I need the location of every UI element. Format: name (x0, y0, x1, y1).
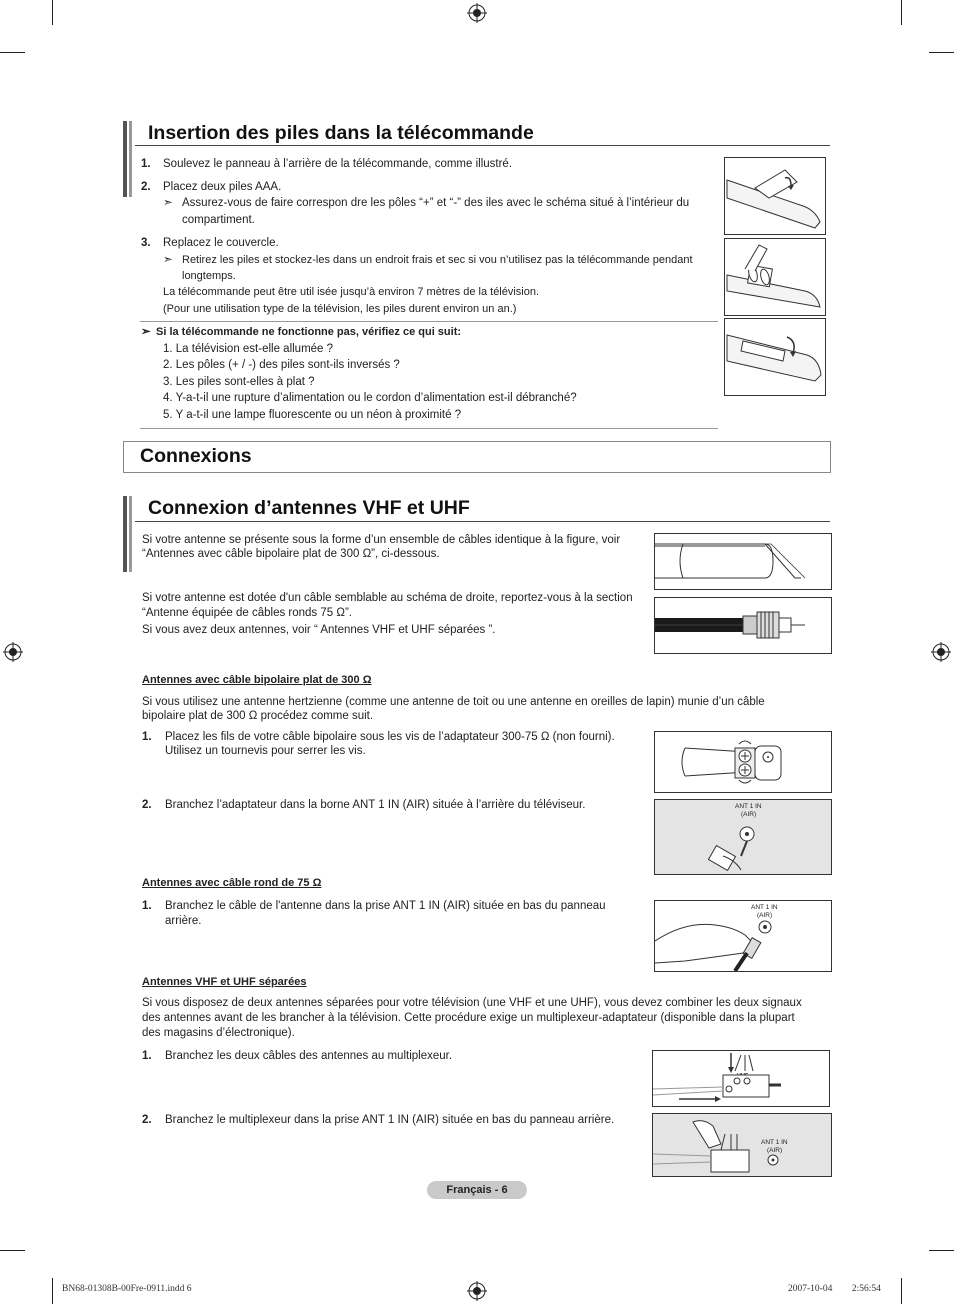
step-text: Branchez l’adaptateur dans la borne ANT 1 IN (AIR) située à l’arrière du téléviseur. (165, 799, 586, 811)
paragraph: “Antenne équipée de câbles ronds 75 Ω”. (142, 607, 352, 619)
step-number: 2. (142, 799, 152, 811)
subsection-title: Antennes VHF et UHF séparées (142, 976, 307, 988)
note-text: compartiment. (182, 214, 255, 226)
paragraph: (Pour une utilisation type de la télévision, les piles durent environ un an.) (163, 303, 517, 315)
registration-mark-icon (467, 3, 487, 23)
registration-mark-icon (467, 1281, 487, 1301)
step-text: Branchez le multiplexeur dans la prise ANT 1 IN (AIR) située en bas du panneau arrière. (165, 1114, 615, 1126)
crop-mark (0, 1250, 25, 1251)
step-text: arrière. (165, 915, 202, 927)
remote-close-illustration (724, 318, 826, 396)
step-text: Soulevez le panneau à l’arrière de la télécommande, comme illustré. (163, 158, 513, 170)
step-number: 1. (142, 731, 152, 743)
crop-mark (929, 52, 954, 53)
step-text: Placez les fils de votre câble bipolaire sous les vis de l’adaptateur 300-75 Ω (non fourni). (165, 731, 615, 743)
check-item: 3. Les piles sont-elles à plat ? (163, 376, 315, 388)
crop-mark (901, 0, 902, 25)
paragraph: Si vous utilisez une antenne hertzienne (comme une antenne de toit ou une antenne en oreilles de lapin) munie d’un câble (142, 696, 765, 708)
section-title: Connexion d’antennes VHF et UHF (148, 497, 470, 519)
section-title: Connexions (140, 445, 252, 467)
registration-mark-icon (931, 642, 951, 662)
step-number: 1. (141, 158, 151, 170)
crop-mark (901, 1278, 902, 1304)
crop-mark (52, 0, 53, 25)
crop-mark (0, 52, 25, 53)
check-item: 1. La télévision est-elle allumée ? (163, 343, 334, 355)
remote-batteries-illustration (724, 238, 826, 316)
step-number: 2. (141, 181, 151, 193)
ant-label: ANT 1 IN (735, 803, 762, 810)
note-text: Retirez les piles et stockez-les dans un endroit frais et sec si vou n’utilisez pas la télécommande pendant (182, 254, 693, 266)
paragraph: “Antennes avec câble bipolaire plat de 300 Ω”, ci-dessous. (142, 548, 440, 560)
step-text: Replacez le couvercle. (163, 237, 279, 249)
check-item: 5. Y a-t-il une lampe fluorescente ou un néon à proximité ? (163, 409, 462, 421)
divider (140, 321, 718, 322)
remote-open-illustration (724, 157, 826, 235)
flat-cable-illustration (654, 533, 832, 590)
check-title: Si la télécommande ne fonctionne pas, vérifiez ce qui suit: (156, 326, 462, 338)
check-item: 4. Y-a-t-il une rupture d’alimentation ou le cordon d’alimentation est-il débranché? (163, 392, 577, 404)
step-text: Placez deux piles AAA. (163, 181, 282, 193)
ant-label: (AIR) (767, 1147, 783, 1154)
ant-label: ANT 1 IN (761, 1139, 788, 1146)
step-number: 2. (142, 1114, 152, 1126)
round-cable-illustration (654, 597, 832, 654)
paragraph: des antennes avant de les brancher à la télévision. Cette procédure exige un multiplexeur-adaptateur (disponible dans la plupart (142, 1012, 795, 1024)
note-text: longtemps. (182, 270, 236, 282)
paragraph: Si vous avez deux antennes, voir “ Antennes VHF et UHF séparées ”. (142, 624, 496, 636)
crop-mark (929, 1250, 954, 1251)
page-number-badge: Français - 6 (427, 1181, 527, 1199)
step-number: 1. (142, 900, 152, 912)
paragraph: La télécommande peut être util isée jusqu’à environ 7 mètres de la télévision. (163, 286, 540, 298)
divider (140, 428, 718, 429)
adapter-illustration (654, 731, 832, 793)
ant-label: (AIR) (757, 912, 773, 919)
check-item: 2. Les pôles (+ / -) des piles sont-ils inversés ? (163, 359, 400, 371)
subsection-title: Antennes avec câble rond de 75 Ω (142, 877, 322, 889)
arrow-icon: ➣ (141, 326, 151, 338)
step-text: Branchez le câble de l'antenne dans la prise ANT 1 IN (AIR) située en bas du panneau (165, 900, 606, 912)
arrow-icon: ➣ (163, 197, 173, 209)
arrow-icon: ➣ (163, 254, 173, 266)
subsection-title: Antennes avec câble bipolaire plat de 300 Ω (142, 674, 372, 686)
multiplexer-illustration (652, 1050, 830, 1107)
section-box-title (123, 441, 831, 473)
paragraph: des magasins d’électronique). (142, 1027, 295, 1039)
step-number: 3. (141, 237, 151, 249)
section-title: Insertion des piles dans la télécommande (148, 122, 534, 144)
registration-mark-icon (3, 642, 23, 662)
date-slug: 2007-10-04 ￿￿ 2:56:54 (788, 1284, 881, 1294)
step-text: Branchez les deux câbles des antennes au multiplexeur. (165, 1050, 453, 1062)
note-text: Assurez-vous de faire correspon dre les pôles “+” et “-” des iles avec le schéma situé à l’intérieur du (182, 197, 690, 209)
step-text: Utilisez un tournevis pour serrer les vis. (165, 745, 366, 757)
ant-adapter-illustration (654, 799, 832, 875)
step-number: 1. (142, 1050, 152, 1062)
multiplexer-ant-illustration (652, 1113, 832, 1177)
file-slug: BN68-01308B-00Fre-0911.indd 6 (62, 1284, 192, 1294)
paragraph: Si votre antenne se présente sous la forme d’un ensemble de câbles identique à la figure, voir (142, 534, 621, 546)
paragraph: Si vous disposez de deux antennes séparées pour votre télévision (une VHF et une UHF), vous devez combiner les deux signaux (142, 997, 802, 1009)
paragraph: bipolaire plat de 300 Ω procédez comme suit. (142, 710, 374, 722)
ant-label: (AIR) (741, 811, 757, 818)
round-cable-hand-illustration (654, 900, 832, 972)
crop-mark (52, 1278, 53, 1304)
ant-label: ANT 1 IN (751, 904, 778, 911)
paragraph: Si votre antenne est dotée d'un câble semblable au schéma de droite, reportez-vous à la section (142, 592, 633, 604)
